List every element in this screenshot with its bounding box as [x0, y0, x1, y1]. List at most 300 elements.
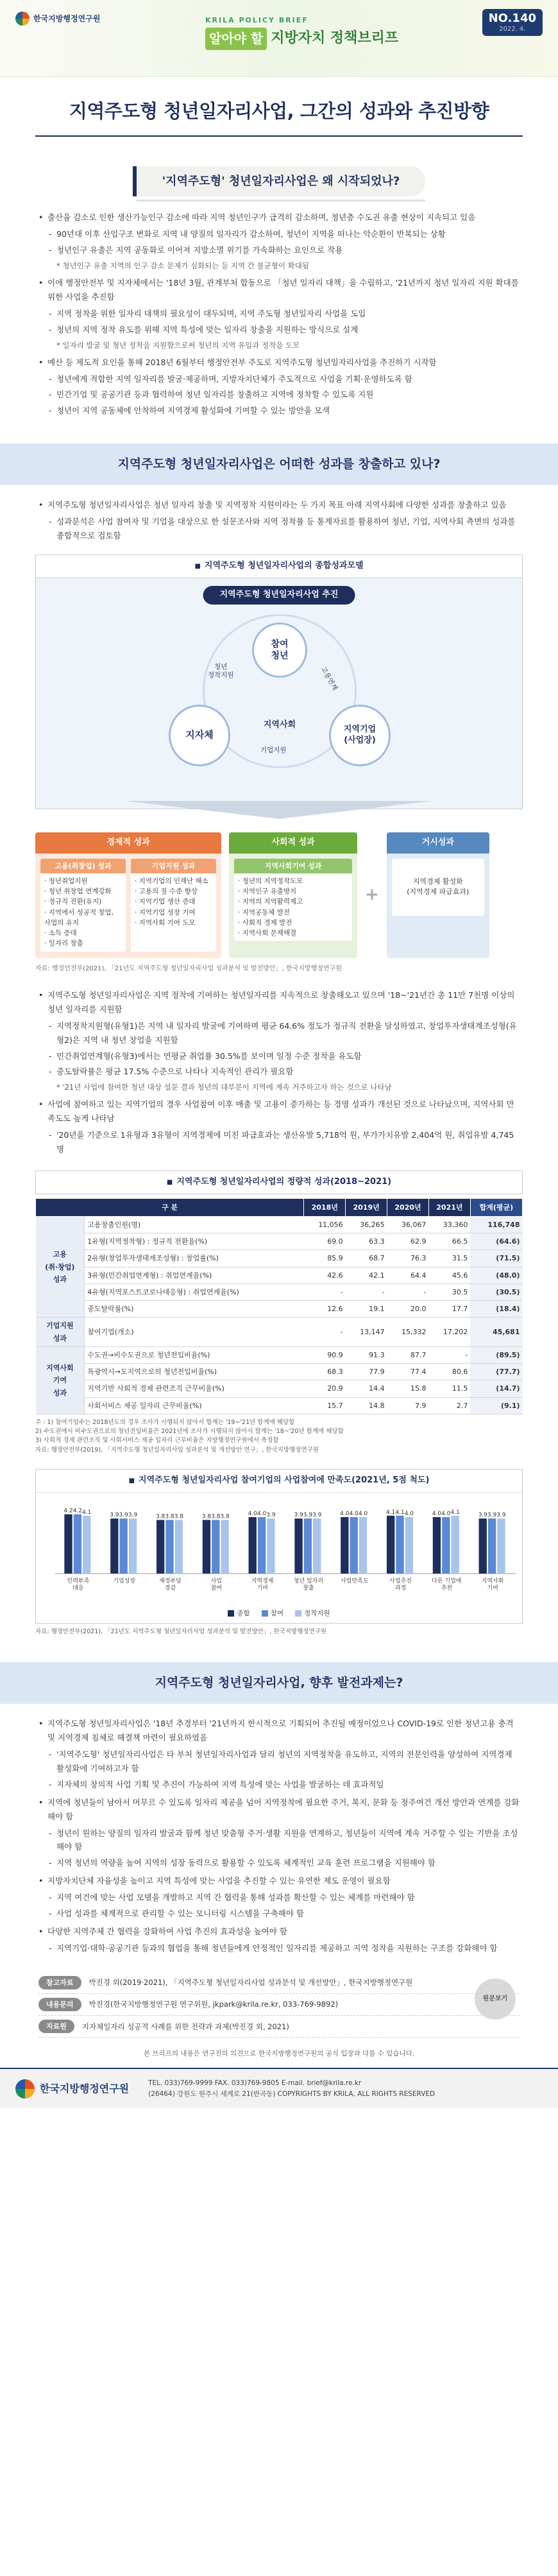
chart-data-label: 4.0	[432, 1510, 442, 1517]
table-cell: 45.6	[428, 1267, 470, 1284]
chart-bar	[433, 1517, 441, 1574]
table-cell: 12.6	[304, 1301, 346, 1318]
table-cell: (30.5)	[470, 1284, 522, 1300]
table-note: 3) 사회적 경제 관련조직 및 사회서비스 제공 일자리 근무비율은 지방행정연구원에서 측정함	[35, 1437, 279, 1445]
footer-contact	[148, 2078, 435, 2100]
bullet-item	[38, 210, 520, 272]
qr-code-icon[interactable]	[475, 1979, 516, 2020]
brief-header	[0, 0, 558, 77]
effect-item: · 정규직 전환(유지)	[44, 897, 122, 907]
chart-tick-label: 인력부족	[67, 1577, 90, 1584]
chart-tick-label: 경감	[164, 1584, 176, 1592]
legend-swatch	[262, 1610, 268, 1617]
employment-effects	[40, 859, 126, 952]
bullet-item	[38, 276, 520, 352]
table-row	[36, 1267, 523, 1284]
macro-effects-body: 지역경제 활성화 (지역경제 파급효과)	[392, 859, 484, 916]
chart-data-label: 3.8	[174, 1513, 184, 1520]
table-row	[36, 1250, 523, 1267]
reference-text: 박진경 외(2019·2021), 「지역주도형 청년일자리사업 성과분석 및 개선방안」, 한국지방행정연구원	[89, 1978, 413, 1988]
brief-brand	[205, 14, 398, 51]
bullet-text: 지역주도형 청년일자리사업은 지역 정착에 기여하는 청년일자리를 지속적으로 창출해오고 있으며 '18~'21년간 총 11만 7천명 이상의 청년 일자리를 지원함	[47, 990, 515, 1014]
chart-tick-label: 사업만족도	[340, 1577, 369, 1584]
table-cell: (77.7)	[470, 1364, 522, 1380]
effect-item: · 청년취업지원	[44, 876, 122, 886]
sub-bullets	[47, 307, 520, 337]
chart-legend	[36, 1606, 522, 1623]
diagram-pill: 지역주도형 청년일자리사업 추진	[203, 586, 355, 605]
macro-effects-title: 거시성과	[387, 832, 489, 854]
brand-highlight: 알아야 할	[205, 28, 267, 50]
bullet-text: 사업에 참여하고 있는 지역기업의 경우 사업참여 이후 매출 및 고용이 증가하는 등 경영 성과가 개선된 것으로 나타났으며, 지역사회 만족도도 높게 나타남	[47, 1099, 514, 1124]
bullet-text: 출산율 감소로 인한 생산가능인구 감소에 따라 지역 청년인구가 급격히 감소하며, 청년층 수도권 유출 현상이 지속되고 있음	[47, 212, 476, 223]
table-cell: -	[304, 1318, 346, 1347]
chart-data-label: 3.9	[487, 1511, 497, 1518]
chart-bar	[350, 1517, 358, 1574]
legend-label: 종합	[237, 1609, 250, 1617]
table-cell: 13,147	[346, 1318, 387, 1347]
reference-tag: 내용문의	[38, 1998, 81, 2011]
chart-tick-label: 참여	[210, 1584, 222, 1592]
chart-bar	[396, 1516, 403, 1574]
sub-bullet-item: - '20년을 기준으로 1유형과 3유형이 지역경제에 미친 파급효과는 생산유발 5,718억 원, 부가가치유발 2,404억 원, 취업유발 4,745명	[47, 1128, 520, 1156]
table-header-cell: 2018년	[304, 1198, 346, 1216]
chart-bar	[497, 1518, 505, 1574]
effect-item: · 청년 취창업 연계강화	[44, 886, 122, 897]
table-row-label: 수도권→비수도권으로 청년전입비율(%)	[85, 1346, 304, 1363]
label-company-support: 기업지원	[260, 746, 287, 754]
chart-tick-label: 지역사회	[481, 1577, 504, 1584]
table-group-cell: 기업지원 성과	[36, 1318, 85, 1347]
effect-item: · 지역기업의 인재난 해소	[135, 876, 212, 886]
reference-row	[38, 1972, 520, 1994]
table-cell: 90.9	[304, 1346, 346, 1363]
table-cell: (64.6)	[470, 1233, 522, 1250]
chart-data-label: 3.9	[128, 1511, 138, 1518]
legend-swatch	[295, 1610, 301, 1617]
chart-bar	[294, 1518, 302, 1574]
chart-bar	[129, 1518, 137, 1574]
chart-tick-label: 추천	[441, 1584, 452, 1592]
effect-item: · 소득 증대	[44, 928, 122, 938]
table-cell: 20.9	[304, 1380, 346, 1397]
table-row	[36, 1380, 523, 1397]
sub-bullet-item: - 90년대 이후 산업구조 변화로 지역 내 양질의 일자리가 감소하여, 청년이 지역을 떠나는 악순환이 반복되는 상황	[47, 227, 520, 241]
section-3-body	[0, 1717, 558, 1955]
economic-effects	[35, 832, 221, 958]
chart-bar	[83, 1516, 90, 1574]
bullet-item	[38, 988, 520, 1094]
chart-plot	[36, 1493, 522, 1602]
table-note: 주 : 1) 참여기업수는 2018년도의 경우 조사가 시행되지 않아서 합계는 '19~'21년 합계에 해당함	[35, 1418, 295, 1426]
table-notes	[35, 1418, 523, 1455]
company-effects	[131, 859, 216, 952]
table-cell: (18.4)	[470, 1301, 522, 1318]
table-header-cell: 구 분	[36, 1198, 304, 1216]
table-cell: 31.5	[428, 1250, 470, 1267]
employment-effects-list	[40, 873, 126, 952]
table-cell: 80.6	[428, 1364, 470, 1380]
chart-bar	[313, 1518, 321, 1574]
legend-label: 정착지원	[304, 1609, 330, 1617]
chart-bar	[175, 1520, 183, 1574]
bullet-text: 지역주도형 청년일자리사업은 '18년 추경부터 '21년까지 한시적으로 기획되어 추진될 예정이었으나 COVID-19로 인한 청년고용 충격 및 지역경제 침체로 해결책 마련이 필요하였음	[47, 1719, 514, 1743]
effects-row	[35, 832, 523, 958]
section-2-title: 지역주도형 청년일자리사업은 어떠한 성과를 창출하고 있나?	[117, 457, 441, 472]
table-cell: -	[387, 1284, 429, 1300]
legend-item	[295, 1608, 330, 1619]
table-cell: 77.4	[387, 1364, 429, 1380]
chart-data-label: 3.9	[110, 1511, 119, 1518]
sub-bullet-item: - 지역정착지원형(유형1)은 지역 내 일자리 발굴에 기여하며 평균 64.6% 정도가 정규직 전환을 달성하였고, 창업투자생태계조성형(유형2)은 지역 내 청년 창업을 지원함	[47, 1019, 520, 1047]
sub-bullets	[47, 1826, 520, 1871]
reference-text: 박진경(한국지방행정연구원 연구위원, jkpark@krila.re.kr, 033-769-9892)	[89, 2000, 339, 2009]
macro-effects	[387, 832, 489, 958]
table-cell: 66.5	[428, 1233, 470, 1250]
chart-data-label: 3.9	[294, 1511, 303, 1518]
chart-data-label: 3.9	[312, 1511, 322, 1518]
table-cell: 42.1	[346, 1267, 387, 1284]
table-cell: 7.9	[387, 1397, 429, 1414]
table-cell: -	[304, 1284, 346, 1300]
employment-effects-title: 고용(취창업) 성과	[40, 859, 126, 873]
table-row	[36, 1346, 523, 1363]
sub-bullet-item: - 지역 정착을 위한 일자리 대책의 필요성이 대두되며, 지역 주도형 청년일자리 사업을 도입	[47, 307, 520, 321]
effect-item: · 고용의 질 수준 향상	[135, 886, 212, 897]
reference-tag: 참고자료	[38, 1976, 81, 1989]
table-cell: 69.0	[304, 1233, 346, 1250]
sub-bullet-item: - 지역 여건에 맞는 사업 모델을 개발하고 지역 간 협력을 통해 성과를 확산할 수 있는 체계를 마련해야 함	[47, 1891, 520, 1905]
table-row	[36, 1318, 523, 1347]
chart-data-label: 4.0	[358, 1510, 368, 1517]
chart-bar	[405, 1517, 413, 1574]
table-cell: 11,056	[304, 1216, 346, 1233]
table-cell: 2.7	[428, 1397, 470, 1414]
chart-bar	[156, 1520, 164, 1574]
section-2-body	[0, 988, 558, 1156]
reference-row	[38, 2016, 520, 2038]
diagram-canvas	[35, 578, 523, 809]
footer-address-line: (26464) 강원도 원주시 세계로 21(반곡동) COPYRIGHTS BY KRILA, ALL RIGHTS RESERVED	[148, 2090, 435, 2098]
table-cell: 11.5	[428, 1380, 470, 1397]
brand-english: KRILA POLICY BRIEF	[205, 16, 309, 24]
section-3-heading	[0, 1662, 558, 1704]
chart-data-label: 4.1	[82, 1509, 92, 1516]
sub-bullets	[47, 1941, 520, 1955]
chart-bar	[74, 1514, 81, 1573]
chart-bar	[387, 1516, 394, 1574]
table-cell: (71.5)	[470, 1250, 522, 1267]
chart-tick-label: 대응	[72, 1584, 84, 1592]
reference-text: 지자체일자리 성공적 사례를 위한 전략과 과제(박진경 외, 2021)	[81, 2022, 289, 2031]
bullet-note: * 일자리 발굴 및 청년 정착을 지원함으로써 청년의 지역 유입과 정착을 도모	[56, 340, 300, 350]
chart-bar	[165, 1520, 173, 1574]
chart-data-label: 3.9	[303, 1511, 313, 1518]
org-emblem-icon	[15, 12, 30, 26]
table-row-label: 2유형(창업투자생태계조성형) : 창업률(%)	[85, 1250, 304, 1267]
table-header-row	[36, 1198, 523, 1216]
effect-item: · 일자리 창출	[44, 938, 122, 949]
effect-item: · 지역기업 성장 기여	[135, 907, 212, 918]
bullet-text: 지방자치단체 자율성을 높이고 지역 특성에 맞는 사업을 추진할 수 있는 유연한 제도 운영이 필요함	[47, 1876, 391, 1886]
table-cell: 15,332	[387, 1318, 429, 1347]
table-row-label: 특광역시→도지역으로의 청년전입비율(%)	[85, 1364, 304, 1380]
legend-label: 참여	[270, 1609, 283, 1617]
sub-bullets	[47, 372, 520, 418]
table-header-cell: 2021년	[428, 1198, 470, 1216]
chart-bar	[341, 1517, 348, 1574]
community-effects	[234, 859, 352, 941]
page-footer	[0, 2068, 558, 2109]
sub-bullet-item: - 청년의 지역 정착 유도를 위해 지역 특성에 맞는 일자리 창출을 지원하는 방식으로 설계	[47, 323, 520, 337]
bullet-text: 지역에 청년들이 남아서 머무르 수 있도록 일자리 제공을 넘어 지역정착에 필요한 주거, 복지, 문화 등 정주여건 개선 방안과 연계를 강화해야 함	[47, 1797, 520, 1821]
chart-data-label: 4.0	[248, 1510, 257, 1517]
section-3-title: 지역주도형 청년일자리사업, 향후 발전과제는?	[155, 1676, 403, 1690]
node-local-company: 지역기업 (사업장)	[331, 707, 389, 764]
section-1-body	[0, 210, 558, 418]
bullet-item	[38, 498, 520, 543]
sub-bullet-item: - 민간취업연계형(유형3)에서는 연평균 취업률 30.5%를 보이며 일정 수준 정착을 유도함	[47, 1049, 520, 1063]
chart-data-label: 3.9	[478, 1511, 487, 1518]
effect-item: · 지역의 지역활력제고	[238, 897, 348, 907]
issue-number: NO.140	[488, 12, 536, 25]
sub-bullet-item: - 민간기업 및 공공기관 등과 협력하여 청년 일자리를 창출하고 지역에 정착할 수 있도록 지원	[47, 388, 520, 402]
table-row-label: 중도탈락률(%)	[85, 1301, 304, 1318]
effect-item: · 지역기업 생산 증대	[135, 897, 212, 907]
diagram-source: 자료: 행정안전부(2021), 「21년도 지역주도형 청년일자리사업 성과분석 및 발전방안」, 한국지방행정연구원	[35, 965, 342, 972]
sub-bullets	[47, 1128, 520, 1156]
sub-bullets	[47, 515, 520, 543]
bullet-item	[38, 356, 520, 418]
brand-korean	[205, 26, 398, 51]
org-logo[interactable]	[15, 12, 100, 26]
performance-model-diagram	[35, 554, 523, 974]
table-cell: 17.7	[428, 1301, 470, 1318]
chart-tick-label: 기여	[257, 1584, 268, 1592]
table-row-label: 3유형(민간취업연계형) : 취업연계율(%)	[85, 1267, 304, 1284]
chart-bar	[120, 1518, 128, 1574]
table-cell: 64.4	[387, 1267, 429, 1284]
table-cell: (89.5)	[470, 1346, 522, 1363]
results-table	[35, 1198, 523, 1414]
chart-bar	[110, 1518, 118, 1574]
social-effects	[229, 832, 357, 958]
bullet-item	[38, 1925, 520, 1955]
node-youth: 참여 청년	[254, 624, 305, 676]
table-row-label: 참여기업(개소)	[85, 1318, 304, 1347]
sub-bullet-item: - 청년이 원하는 양질의 일자리 발굴과 함께 청년 맞춤형 주거·생활 지원을 연계하고, 청년들이 지역에 계속 거주할 수 있는 기반을 조성해야 함	[47, 1826, 520, 1855]
table-cell: 14.4	[346, 1380, 387, 1397]
chart-data-label: 4.0	[404, 1510, 414, 1517]
sub-bullet-item: - 사업 성과를 체계적으로 관리할 수 있는 모니터링 시스템을 구축해야 함	[47, 1907, 520, 1921]
chart-data-label: 3.9	[266, 1511, 276, 1518]
diagram-arrow	[125, 801, 433, 819]
chart-tick-label: 기여	[487, 1584, 498, 1592]
table-cell: 62.9	[387, 1233, 429, 1250]
chart-tick-label: 창출	[303, 1584, 314, 1592]
footer-contact-line: TEL. 033)769-9999 FAX. 033)769-9805 E-mail. brief@krila.re.kr	[148, 2079, 362, 2087]
table-note: 2) 수도권에서 비수도권으로의 청년전입비율은 2021년에 조사가 시행되지 않아서 합계는 '18~'20년 합계에 해당함	[35, 1428, 344, 1436]
table-cell: -	[346, 1284, 387, 1300]
table-row-label: 지역기반 사회적 경제 관련조직 근무비율(%)	[85, 1380, 304, 1397]
chart-data-label: 3.8	[155, 1513, 165, 1520]
page-title: 지역주도형 청년일자리사업, 그간의 성과와 추진방향	[69, 100, 489, 122]
results-table-title: ■ 지역주도형 청년일자리사업의 정량적 성과(2018~2021)	[35, 1171, 523, 1194]
references	[0, 1959, 558, 2038]
table-cell: 45,681	[470, 1318, 522, 1347]
chart-title: ■ 지역주도형 청년일자리사업 참여기업의 사업참여에 만족도(2021년, 5점 척도)	[36, 1470, 522, 1493]
chart-data-label: 3.8	[201, 1513, 212, 1520]
economic-effects-title: 경제적 성과	[35, 832, 221, 854]
table-cell: 116,748	[470, 1216, 522, 1233]
footer-logo[interactable]	[15, 2079, 129, 2099]
chart-source: 자료: 행정안전부(2021), 「21년도 지역주도형 청년일자리사업 성과분석 및 발전방안」, 한국지방행정연구원	[35, 1627, 326, 1635]
bullet-item	[38, 1097, 520, 1156]
chart-bar	[203, 1520, 210, 1574]
brand-title: 지방자치 정책브리프	[271, 30, 399, 47]
effect-item: · 지역공동체 발전	[238, 907, 348, 918]
node-community: 지역사회	[263, 719, 296, 730]
community-effects-list	[234, 873, 352, 941]
sub-bullet-item: - 중도탈락률은 평균 17.5% 수준으로 나타나 지속적인 관리가 필요함	[47, 1065, 520, 1079]
table-row	[36, 1284, 523, 1300]
chart-bar	[451, 1516, 459, 1574]
chart-tick-label: 지역경제	[251, 1577, 274, 1584]
sub-bullet-item: - '지역주도형' 청년일자리사업은 타 부처 청년일자리사업과 달리 청년의 지역정착을 유도하고, 지역의 전문인력을 양성하여 지역경제 활성화에 기여하고자 함	[47, 1747, 520, 1776]
sub-bullet-item: - 지자체의 창의적 사업 기획 및 추진이 가능하여 지역 특성에 맞는 사업을 발굴하는 데 효과적임	[47, 1778, 520, 1792]
bullet-item	[38, 1796, 520, 1870]
chart-data-label: 3.8	[165, 1513, 174, 1520]
chart-bar	[64, 1514, 72, 1573]
table-cell: 19.1	[346, 1301, 387, 1318]
community-effects-title: 지역사회기여 성과	[234, 859, 352, 873]
chart-tick-label: 재정부담	[159, 1577, 182, 1584]
section-2-heading	[0, 443, 558, 485]
table-cell: 68.3	[304, 1364, 346, 1380]
chart-tick-label: 사업	[210, 1577, 222, 1584]
chart-data-label: 3.8	[211, 1513, 221, 1520]
effect-item: · 지역사회 기여 도모	[135, 918, 212, 928]
issue-date: 2022. 4.	[499, 25, 526, 33]
table-cell: -	[428, 1346, 470, 1363]
table-cell: 36,067	[387, 1216, 429, 1233]
effect-item: · 지역인구 유출방지	[238, 886, 348, 897]
sub-bullet-item: - 지역기업·대학·공공기관 등과의 협업을 통해 청년들에게 안정적인 일자리를 제공하고 지역 정착을 지원하는 구조를 강화해야 함	[47, 1941, 520, 1955]
section-2-body-bullets	[38, 988, 520, 1156]
section-3-bullets	[38, 1717, 520, 1955]
table-cell: (9.1)	[470, 1397, 522, 1414]
sub-bullet-item: - 지역 청년의 역량을 높여 지역의 성장 동력으로 활용할 수 있도록 체계적인 교육 훈련 프로그램을 지원해야 함	[47, 1856, 520, 1870]
table-row	[36, 1301, 523, 1318]
chart-data-label: 3.9	[496, 1511, 506, 1518]
plus-icon: +	[365, 884, 379, 904]
section-2-intro-bullets	[38, 498, 520, 543]
effect-item: · 지역사회 문제해결	[238, 928, 348, 938]
chart-data-label: 4.0	[257, 1510, 267, 1517]
sub-bullets	[47, 227, 520, 257]
table-row	[36, 1364, 523, 1380]
table-group-cell: 고용 (취·창업) 성과	[36, 1216, 85, 1318]
table-cell: 17,202	[428, 1318, 470, 1347]
chart-bar	[258, 1517, 266, 1574]
bullet-text: 지역주도형 청년일자리사업은 청년 일자리 창출 및 지역정착 지원이라는 두 가지 목표 아래 지역사회에 다양한 성과를 창출하고 있음	[47, 500, 507, 510]
chart-data-label: 3.9	[119, 1511, 128, 1518]
chart-bar	[488, 1518, 496, 1574]
chart-bar	[442, 1517, 450, 1574]
table-cell: 87.7	[387, 1346, 429, 1363]
reference-tag: 자료원	[38, 2020, 74, 2033]
sub-bullet-item: - 성과분석은 사업 참여자 및 기업을 대상으로 한 설문조사와 지역 정착률 등 통계자료를 활용하여 청년, 기업, 지역사회 측면의 성과를 종합적으로 검토함	[47, 515, 520, 543]
effect-item: · 지역에서 성공적 창업, 사업의 유지	[44, 907, 122, 929]
sub-bullet-item: - 청년에게 적합한 지역 일자리를 발굴·제공하며, 지방자치단체가 주도적으로 사업을 기획·운영하도록 함	[47, 372, 520, 386]
sub-bullet-item: - 청년인구 유출은 지역 공동화로 이어져 지방소멸 위기를 가속화하는 요인으로 작용	[47, 243, 520, 257]
table-row-label: 고용창출인원(명)	[85, 1216, 304, 1233]
table-cell: 30.5	[428, 1284, 470, 1300]
table-cell: 91.3	[346, 1346, 387, 1363]
chart-data-label: 4.1	[395, 1509, 405, 1516]
node-local-government: 지자체	[171, 707, 228, 764]
legend-item	[228, 1608, 249, 1619]
sub-bullets	[47, 1747, 520, 1792]
table-cell: (14.7)	[470, 1380, 522, 1397]
chart-data-label: 4.1	[450, 1509, 460, 1516]
chart-bar	[304, 1518, 312, 1574]
table-cell: 33,360	[428, 1216, 470, 1233]
bullet-item	[38, 1874, 520, 1921]
table-row-label: 사회서비스 제공 일자리 근무비율(%)	[85, 1397, 304, 1414]
table-header-cell: 2020년	[387, 1198, 429, 1216]
sub-bullet-item: - 청년이 지역 공동체에 안착하여 지역경제 활성화에 기여할 수 있는 방안을 모색	[47, 404, 520, 418]
table-row	[36, 1397, 523, 1414]
bullet-text: 다양한 지역주체 간 협력을 강화하여 사업 추진의 효과성을 높여야 함	[47, 1926, 287, 1936]
chart-data-label: 4.0	[349, 1510, 359, 1517]
company-effects-list	[131, 873, 216, 931]
table-header-cell: 합계(평균)	[470, 1198, 522, 1216]
table-cell: 15.7	[304, 1397, 346, 1414]
chart-data-label: 3.8	[220, 1513, 230, 1520]
chart-tick-label: 과정	[394, 1584, 407, 1592]
table-row	[36, 1233, 523, 1250]
bullet-item	[38, 1717, 520, 1791]
chart-tick-label: 사업추진	[389, 1577, 412, 1584]
chart-data-label: 4.2	[63, 1507, 73, 1515]
reference-row	[38, 1994, 520, 2016]
footer-org-name: 한국지방행정연구원	[40, 2082, 130, 2095]
section-1-bullets	[38, 210, 520, 418]
table-cell: 77.9	[346, 1364, 387, 1380]
legend-swatch	[228, 1610, 234, 1617]
table-header-cell: 2019년	[346, 1198, 387, 1216]
title-divider	[35, 135, 523, 137]
table-row	[36, 1216, 523, 1233]
bullet-note: * '21년 사업에 참여한 청년 대상 설문 결과 청년의 대부분이 지역에 계속 거주하고자 하는 것으로 나타남	[56, 1083, 392, 1092]
section-2-intro	[0, 498, 558, 543]
table-cell: 76.3	[387, 1250, 429, 1267]
sub-bullets	[47, 1891, 520, 1921]
qr-label: 원문보기	[482, 1995, 508, 2002]
chart-data-label: 4.2	[72, 1507, 83, 1515]
table-cell: 68.7	[346, 1250, 387, 1267]
chart-bar	[221, 1520, 228, 1574]
table-row-label: 1유형(지역정착형) : 정규직 전환율(%)	[85, 1233, 304, 1250]
table-row-label: 4유형(지역포스트코로나대응형) : 취업연계율(%)	[85, 1284, 304, 1300]
table-note: 자료: 행정안전부(2019), 「지역주도형 청년일자리사업 성과분석 및 개선방안 연구」, 한국지방행정연구원	[35, 1446, 319, 1454]
table-cell: 15.8	[387, 1380, 429, 1397]
disclaimer: 본 브리프의 내용은 연구진의 의견으로 한국지방행정연구원의 공식 입장과 다를 수 있습니다.	[143, 2050, 415, 2058]
sub-bullets	[47, 1019, 520, 1079]
chart-tick-label: 청년 일자리	[293, 1577, 324, 1584]
effect-item: · 사회적 경제 발전	[238, 918, 348, 928]
